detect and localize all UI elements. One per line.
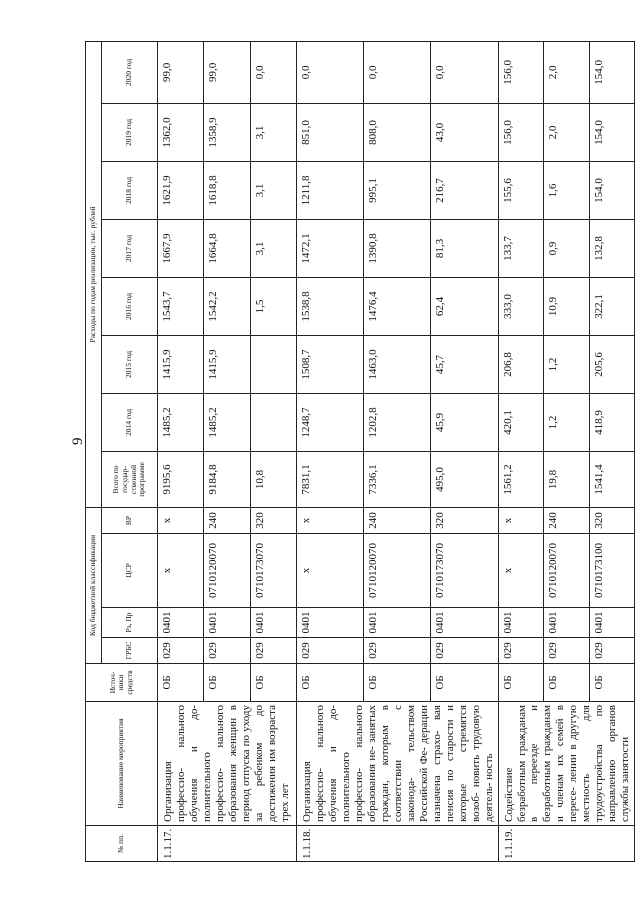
grbs-cell: 029 <box>158 638 204 664</box>
year-value-cell: 1463,0 <box>364 335 431 393</box>
rotated-table-container <box>85 42 632 862</box>
csr-cell: 0710173070 <box>250 534 296 608</box>
year-value-cell: 2,0 <box>544 41 590 103</box>
grbs-cell: 029 <box>544 638 590 664</box>
table-row <box>498 41 544 861</box>
vr-cell: х <box>297 507 364 533</box>
measure-name: Организация профессио- нального обучения и до- полнительного профессио- нального образования не- занятых граждан, которым в соответствии с законода- тельством Российской Фе- дерации назначена страхо- вая пенсия по старости и которые стремятся возоб- новить трудовую деятель- ность <box>297 702 499 826</box>
year-value-cell: 808,0 <box>364 103 431 161</box>
rzpr-cell: 0401 <box>204 608 250 638</box>
vr-cell: 320 <box>431 507 498 533</box>
year-value-cell: 1508,7 <box>297 335 364 393</box>
table-body <box>158 41 635 861</box>
year-value-cell: 43,0 <box>431 103 498 161</box>
source-cell: ОБ <box>364 664 431 702</box>
year-value-cell: 1248,7 <box>297 393 364 451</box>
vr-cell: 240 <box>204 507 250 533</box>
rzpr-cell: 0401 <box>250 608 296 638</box>
year-value-cell: 3,1 <box>250 103 296 161</box>
year-value-cell: 1485,2 <box>204 393 250 451</box>
year-value-cell: 1415,9 <box>204 335 250 393</box>
source-cell: ОБ <box>589 664 635 702</box>
header-year-2018: 2018 год <box>102 161 158 219</box>
vr-cell: 240 <box>364 507 431 533</box>
csr-cell: 0710173100 <box>589 534 635 608</box>
header-year-2020: 2020 год <box>102 41 158 103</box>
year-value-cell: 81,3 <box>431 219 498 277</box>
year-value-cell: 154,0 <box>589 103 635 161</box>
rzpr-cell: 0401 <box>297 608 364 638</box>
year-value-cell: 206,8 <box>498 335 544 393</box>
year-value-cell: 0,0 <box>297 41 364 103</box>
grbs-cell: 029 <box>589 638 635 664</box>
header-budget-code: Код бюджетной классификации <box>86 507 102 663</box>
year-value-cell: 1538,8 <box>297 277 364 335</box>
year-value-cell: 2,0 <box>544 103 590 161</box>
year-value-cell: 62,4 <box>431 277 498 335</box>
year-value-cell: 1362,0 <box>158 103 204 161</box>
header-grbs: ГРБС <box>102 638 158 664</box>
year-value-cell: 1542,2 <box>204 277 250 335</box>
year-value-cell: 1390,8 <box>364 219 431 277</box>
source-cell: ОБ <box>431 664 498 702</box>
grbs-cell: 029 <box>297 638 364 664</box>
grbs-cell: 029 <box>204 638 250 664</box>
year-value-cell: 1202,8 <box>364 393 431 451</box>
source-cell: ОБ <box>297 664 364 702</box>
row-number: 1.1.18. <box>297 826 499 862</box>
header-year-2014: 2014 год <box>102 393 158 451</box>
table-row <box>158 41 204 861</box>
total-cell: 1561,2 <box>498 451 544 507</box>
csr-cell: 0710173070 <box>431 534 498 608</box>
vr-cell: 320 <box>250 507 296 533</box>
year-value-cell: 154,0 <box>589 161 635 219</box>
year-value-cell: 333,0 <box>498 277 544 335</box>
total-cell: 10,8 <box>250 451 296 507</box>
rzpr-cell: 0401 <box>158 608 204 638</box>
header-vr: ВР <box>102 507 158 533</box>
vr-cell: 320 <box>589 507 635 533</box>
header-year-2019: 2019 год <box>102 103 158 161</box>
rzpr-cell: 0401 <box>498 608 544 638</box>
rzpr-cell: 0401 <box>364 608 431 638</box>
year-value-cell: 10,9 <box>544 277 590 335</box>
measure-name: Организация профессио- нального обучения и до- полнительного профессио- нального образования женщин в период отпуска по уходу за ребенком до достижения им возраста трех лет <box>158 702 297 826</box>
year-value-cell: 1,6 <box>544 161 590 219</box>
year-value-cell: 154,0 <box>589 41 635 103</box>
year-value-cell: 1358,9 <box>204 103 250 161</box>
grbs-cell: 029 <box>431 638 498 664</box>
header-year-2015: 2015 год <box>102 335 158 393</box>
header-number: № пп. <box>86 826 158 862</box>
expenses-table <box>85 41 635 862</box>
rzpr-cell: 0401 <box>544 608 590 638</box>
vr-cell: х <box>158 507 204 533</box>
year-value-cell: 995,1 <box>364 161 431 219</box>
year-value-cell: 99,0 <box>204 41 250 103</box>
year-value-cell: 45,9 <box>431 393 498 451</box>
year-value-cell: 1211,8 <box>297 161 364 219</box>
year-value-cell: 1667,9 <box>158 219 204 277</box>
year-value-cell: 99,0 <box>158 41 204 103</box>
total-cell: 9184,8 <box>204 451 250 507</box>
row-number: 1.1.17. <box>158 826 297 862</box>
header-csr: ЦСР <box>102 534 158 608</box>
source-cell: ОБ <box>544 664 590 702</box>
year-value-cell <box>250 335 296 393</box>
year-value-cell: 133,7 <box>498 219 544 277</box>
total-cell: 495,0 <box>431 451 498 507</box>
year-value-cell: 1,2 <box>544 393 590 451</box>
year-value-cell: 1476,4 <box>364 277 431 335</box>
header-year-2016: 2016 год <box>102 277 158 335</box>
vr-cell: х <box>498 507 544 533</box>
year-value-cell: 155,6 <box>498 161 544 219</box>
csr-cell: х <box>297 534 364 608</box>
row-number: 1.1.19. <box>498 826 635 862</box>
csr-cell: 0710120070 <box>364 534 431 608</box>
year-value-cell: 1415,9 <box>158 335 204 393</box>
year-value-cell: 322,1 <box>589 277 635 335</box>
measure-name: Содействие безработным гражданам в переезде и безработным гражданам и членам их семей в пересе- лении в другую местность для трудоустройства по направлению органов службы занятости <box>498 702 635 826</box>
year-value-cell: 0,0 <box>364 41 431 103</box>
year-value-cell <box>250 393 296 451</box>
header-source: Источ- ники средств <box>86 664 158 702</box>
header-year-2017: 2017 год <box>102 219 158 277</box>
year-value-cell: 1621,9 <box>158 161 204 219</box>
year-value-cell: 132,8 <box>589 219 635 277</box>
year-value-cell: 0,0 <box>431 41 498 103</box>
year-value-cell: 851,0 <box>297 103 364 161</box>
year-value-cell: 156,0 <box>498 103 544 161</box>
csr-cell: 0710120070 <box>544 534 590 608</box>
source-cell: ОБ <box>498 664 544 702</box>
year-value-cell: 216,7 <box>431 161 498 219</box>
rzpr-cell: 0401 <box>589 608 635 638</box>
year-value-cell: 3,1 <box>250 161 296 219</box>
year-value-cell: 420,1 <box>498 393 544 451</box>
source-cell: ОБ <box>250 664 296 702</box>
grbs-cell: 029 <box>364 638 431 664</box>
year-value-cell: 1618,8 <box>204 161 250 219</box>
year-value-cell: 1472,1 <box>297 219 364 277</box>
csr-cell: х <box>498 534 544 608</box>
year-value-cell: 205,6 <box>589 335 635 393</box>
header-expenses: Расходы по годам реализации, тыс. рублей <box>86 41 102 507</box>
year-value-cell: 0,0 <box>250 41 296 103</box>
page-number: 9 <box>70 437 86 445</box>
table-row <box>297 41 364 861</box>
vr-cell: 240 <box>544 507 590 533</box>
year-value-cell: 45,7 <box>431 335 498 393</box>
total-cell: 9195,6 <box>158 451 204 507</box>
year-value-cell: 3,1 <box>250 219 296 277</box>
year-value-cell: 156,0 <box>498 41 544 103</box>
grbs-cell: 029 <box>250 638 296 664</box>
year-value-cell: 1,5 <box>250 277 296 335</box>
year-value-cell: 1543,7 <box>158 277 204 335</box>
source-cell: ОБ <box>204 664 250 702</box>
header-rzpr: Рз, Пр <box>102 608 158 638</box>
year-value-cell: 1664,8 <box>204 219 250 277</box>
year-value-cell: 1485,2 <box>158 393 204 451</box>
year-value-cell: 1,2 <box>544 335 590 393</box>
header-name: Наименование мероприятия <box>86 702 158 826</box>
total-cell: 7336,1 <box>364 451 431 507</box>
total-cell: 1541,4 <box>589 451 635 507</box>
year-value-cell: 418,9 <box>589 393 635 451</box>
source-cell: ОБ <box>158 664 204 702</box>
header-total: Всего по государ- ственной программе <box>102 451 158 507</box>
grbs-cell: 029 <box>498 638 544 664</box>
csr-cell: х <box>158 534 204 608</box>
total-cell: 19,8 <box>544 451 590 507</box>
rzpr-cell: 0401 <box>431 608 498 638</box>
total-cell: 7831,1 <box>297 451 364 507</box>
year-value-cell: 0,9 <box>544 219 590 277</box>
csr-cell: 0710120070 <box>204 534 250 608</box>
